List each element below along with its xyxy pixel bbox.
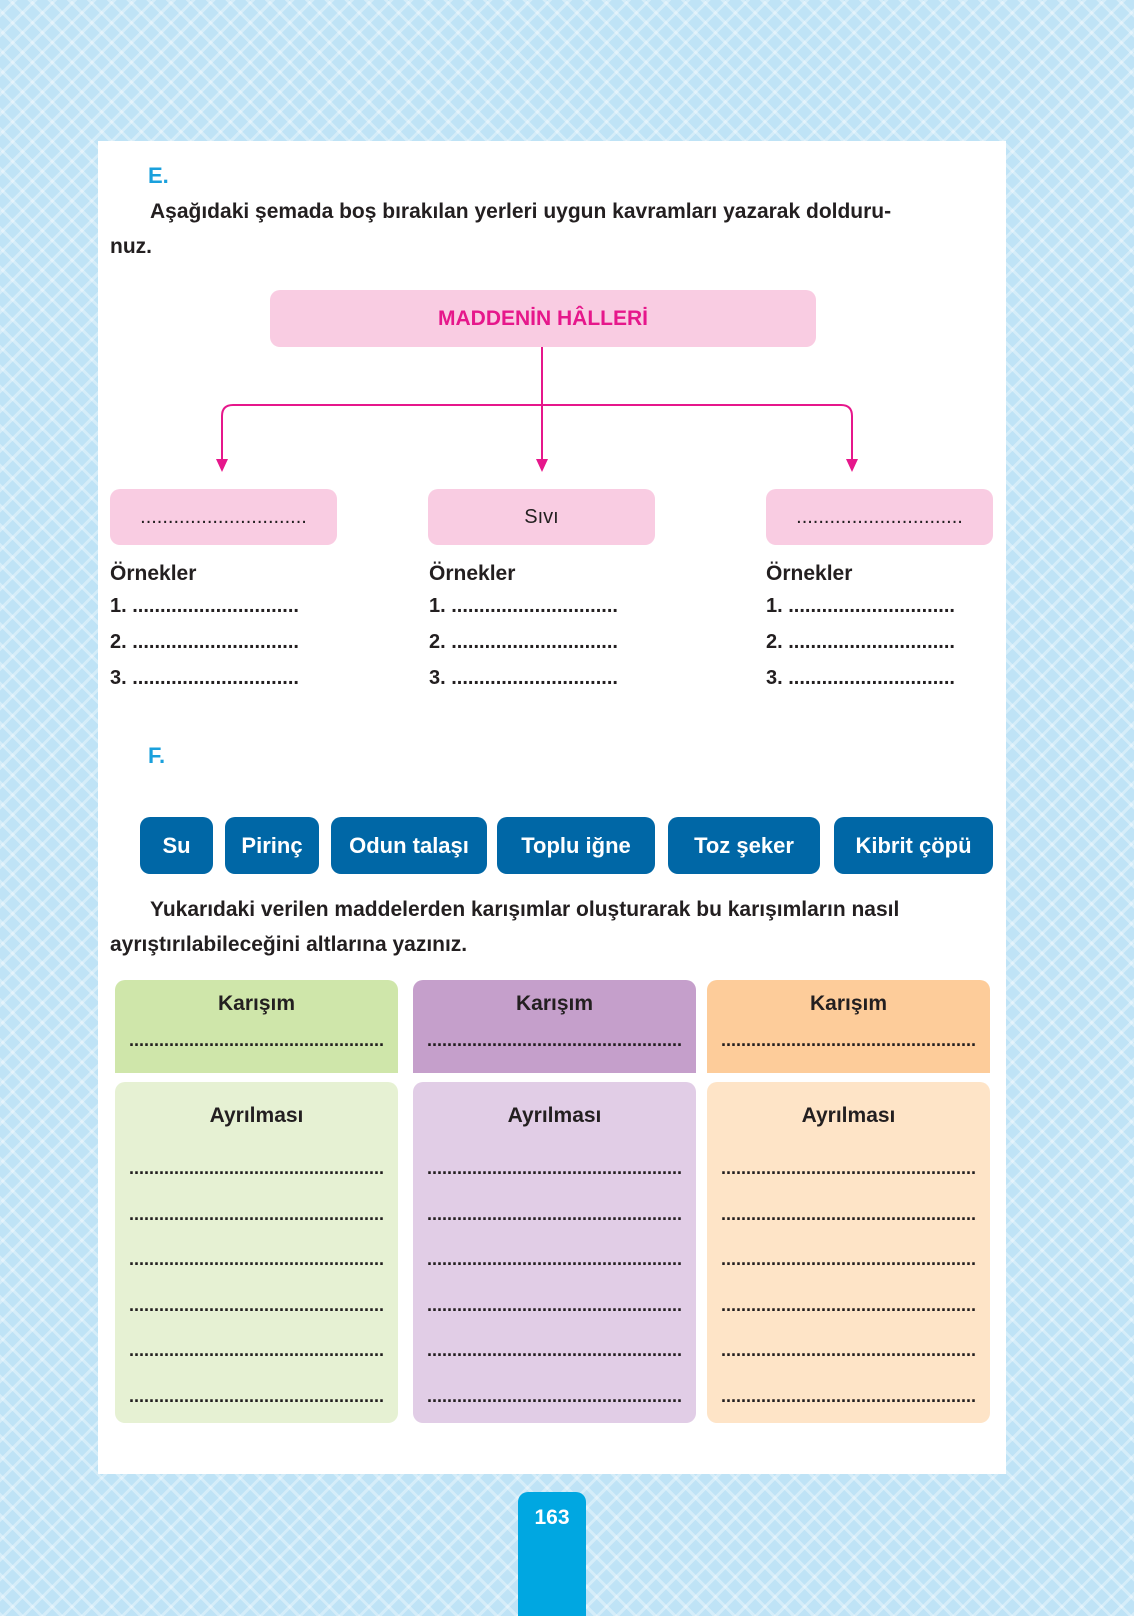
example-row-3[interactable]: 3. .............................. [429, 667, 618, 689]
separation-line[interactable]: ................................................... [720, 1385, 977, 1406]
separation-box-green [115, 1082, 398, 1423]
state-3-blank: .............................. [796, 505, 963, 528]
separation-line[interactable]: ................................................... [426, 1385, 683, 1406]
arrow-center-icon [536, 459, 548, 472]
diagram-title: MADDENİN HÂLLERİ [438, 306, 648, 330]
separation-line[interactable]: ................................................... [720, 1294, 977, 1315]
separation-box-purple [413, 1082, 696, 1423]
mixture-blank[interactable]: ................................................... [720, 1030, 977, 1050]
example-row-1[interactable]: 1. .............................. [110, 595, 299, 617]
connector-branches [222, 405, 852, 461]
mixture-blank[interactable]: ................................................... [426, 1030, 683, 1050]
state-box-3[interactable] [766, 489, 993, 545]
examples-heading: Örnekler [766, 562, 853, 585]
example-row-2[interactable]: 2. .............................. [429, 631, 618, 653]
example-row-1[interactable]: 1. .............................. [429, 595, 618, 617]
diagram-connectors [98, 141, 1006, 481]
mixture-label: Karışım [217, 992, 296, 1015]
substance-chip-toplu-igne: Toplu iğne [497, 817, 655, 874]
mixture-label: Karışım [515, 992, 594, 1015]
separation-line[interactable]: ................................................... [128, 1294, 385, 1315]
substance-chip-odun-talasi: Odun talaşı [331, 817, 487, 874]
separation-line[interactable]: ................................................... [426, 1203, 683, 1224]
separation-line[interactable]: ................................................... [426, 1249, 683, 1269]
state-1-blank: .............................. [140, 505, 307, 528]
separation-label: Ayrılması [801, 1104, 896, 1127]
separation-line[interactable]: ................................................... [720, 1203, 977, 1224]
separation-line[interactable]: ................................................... [426, 1294, 683, 1315]
page-number: 163 [534, 1506, 570, 1529]
separation-line[interactable]: ................................................... [426, 1340, 683, 1360]
separation-line[interactable]: ................................................... [720, 1249, 977, 1269]
example-row-2[interactable]: 2. .............................. [766, 631, 955, 653]
instruction-line-1: Yukarıdaki verilen maddelerden karışımlar oluşturarak bu karışımların nasıl [150, 898, 900, 921]
mixture-header-orange [707, 980, 990, 1073]
state-box-1[interactable] [110, 489, 337, 545]
mixture-blank[interactable]: ................................................... [128, 1030, 385, 1050]
separation-line[interactable]: ................................................... [128, 1203, 385, 1224]
worksheet-page [98, 141, 1006, 1474]
example-row-3[interactable]: 3. .............................. [766, 667, 955, 689]
examples-heading: Örnekler [429, 562, 516, 585]
separation-line[interactable]: ................................................... [426, 1158, 683, 1178]
separation-label: Ayrılması [209, 1104, 304, 1127]
section-e-letter: E. [148, 163, 169, 188]
substance-chip-pirinc: Pirinç [225, 817, 319, 874]
separation-label: Ayrılması [507, 1104, 602, 1127]
separation-line[interactable]: ................................................... [128, 1340, 385, 1360]
section-f-instruction [110, 892, 992, 962]
example-row-2[interactable]: 2. .............................. [110, 631, 299, 653]
mixture-label: Karışım [809, 992, 888, 1015]
separation-line[interactable]: ................................................... [128, 1158, 385, 1178]
page-number-tab [518, 1492, 586, 1616]
separation-line[interactable]: ................................................... [128, 1385, 385, 1406]
examples-column-3 [766, 562, 1006, 703]
arrow-right-icon [846, 459, 858, 472]
example-row-3[interactable]: 3. .............................. [110, 667, 299, 689]
instruction-line-1: Aşağıdaki şemada boş bırakılan yerleri uygun kavramları yazarak dolduru- [150, 200, 892, 223]
substance-chip-toz-seker: Toz şeker [668, 817, 820, 874]
state-2-label: Sıvı [524, 505, 559, 528]
separation-line[interactable]: ................................................... [128, 1249, 385, 1269]
substance-chip-su: Su [140, 817, 213, 874]
state-box-2 [428, 489, 655, 545]
examples-heading: Örnekler [110, 562, 197, 585]
section-f-letter: F. [148, 743, 166, 768]
example-row-1[interactable]: 1. .............................. [766, 595, 955, 617]
separation-line[interactable]: ................................................... [720, 1340, 977, 1360]
examples-column-1 [110, 562, 350, 703]
examples-column-2 [429, 562, 669, 703]
instruction-line-2: ayrıştırılabileceğini altlarına yazınız. [110, 933, 468, 956]
mixture-header-purple [413, 980, 696, 1073]
instruction-line-2: nuz. [110, 235, 152, 258]
separation-box-orange [707, 1082, 990, 1423]
separation-line[interactable]: ................................................... [720, 1158, 977, 1178]
substance-chip-kibrit-copu: Kibrit çöpü [834, 817, 993, 874]
arrow-left-icon [216, 459, 228, 472]
mixture-header-green [115, 980, 398, 1073]
